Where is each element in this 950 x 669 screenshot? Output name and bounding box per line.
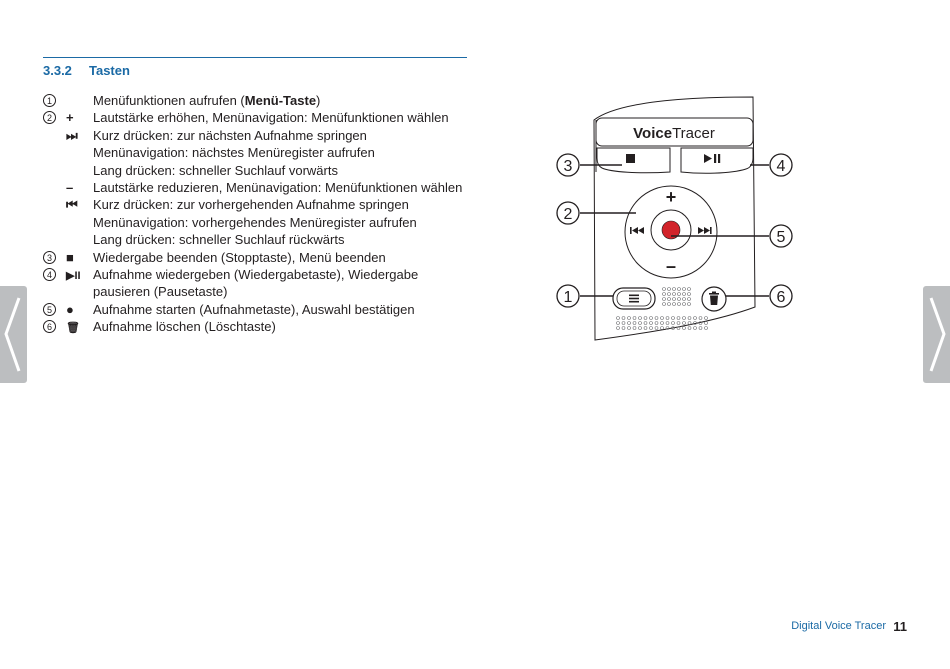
chevron-left-icon — [0, 286, 27, 383]
list-item — [43, 266, 473, 301]
item-text: Aufnahme löschen (Löschtaste) — [93, 319, 276, 335]
callout-marker: 4 — [43, 268, 56, 281]
item-text: Wiedergabe beenden (Stopptaste), Menü beenden — [93, 249, 386, 265]
item-text-bold: Menü-Taste — [244, 93, 317, 108]
svg-text:4: 4 — [776, 158, 786, 175]
callout-5 — [770, 225, 792, 247]
play-pause-button[interactable] — [681, 148, 753, 173]
chevron-right-icon — [923, 286, 950, 383]
svg-text:2: 2 — [563, 206, 573, 223]
list-item — [43, 179, 473, 196]
list-item — [43, 318, 473, 337]
list-item — [43, 127, 473, 179]
section-title: Tasten — [89, 63, 130, 78]
stop-icon — [626, 154, 635, 163]
list-item — [43, 92, 473, 109]
item-text: Lautstärke reduzieren, Menünavigation: Menüfunktionen wählen — [93, 180, 463, 196]
callout-marker: 1 — [43, 94, 56, 107]
list-item — [43, 196, 473, 248]
item-text: Lang drücken: schneller Suchlauf vorwärts — [93, 162, 338, 178]
brand-logo: VoiceTracer — [633, 125, 715, 142]
callout-marker: 3 — [43, 251, 56, 264]
callout-1 — [557, 285, 579, 307]
item-text: Aufnahme starten (Aufnahmetaste), Auswahl bestätigen — [93, 301, 415, 317]
callout-3 — [557, 154, 579, 176]
item-text: Aufnahme wiedergeben (Wiedergabetaste), Wiedergabe pausieren (Pausetaste) — [93, 267, 419, 300]
stop-icon: ■ — [66, 249, 74, 265]
page-number: 11 — [893, 619, 907, 634]
item-text: ) — [316, 93, 321, 108]
minus-icon: – — [66, 180, 74, 196]
item-text: Menüfunktionen aufrufen ( — [93, 93, 245, 108]
item-text: Lautstärke erhöhen, Menünavigation: Menüfunktionen wählen — [93, 110, 449, 126]
item-text: Menünavigation: nächstes Menüregister aufrufen — [93, 145, 375, 161]
record-icon: ● — [66, 301, 74, 317]
callout-marker: 5 — [43, 303, 56, 316]
skip-back-icon: ⏮ — [66, 197, 78, 213]
key-list — [43, 92, 473, 338]
list-item — [43, 301, 473, 318]
callout-4 — [770, 154, 792, 176]
minus-icon: – — [665, 256, 677, 276]
svg-text:1: 1 — [563, 289, 573, 306]
svg-text:6: 6 — [776, 289, 786, 306]
callout-2 — [557, 202, 579, 224]
skip-forward-icon: ⏭ — [66, 127, 78, 143]
item-text: Menünavigation: vorhergehendes Menüregister aufrufen — [93, 214, 417, 230]
plus-icon: + — [66, 110, 74, 126]
footer-title: Digital Voice Tracer — [791, 620, 886, 632]
plus-icon: + — [665, 187, 677, 207]
svg-text:3: 3 — [563, 158, 573, 175]
trash-icon: 🗑 — [66, 322, 80, 335]
section-number: 3.3.2 — [43, 63, 72, 78]
list-item — [43, 109, 473, 126]
previous-page-tab[interactable] — [0, 286, 27, 383]
item-text: Kurz drücken: zur nächsten Aufnahme springen — [93, 127, 367, 143]
section-rule — [43, 57, 467, 58]
item-text: Kurz drücken: zur vorhergehenden Aufnahme springen — [93, 197, 409, 213]
svg-text:5: 5 — [776, 229, 786, 246]
play-pause-icon: ▶II — [66, 270, 81, 283]
list-item — [43, 249, 473, 266]
callout-marker: 2 — [43, 111, 56, 124]
item-text: Lang drücken: schneller Suchlauf rückwärts — [93, 232, 345, 248]
device-illustration — [550, 92, 810, 347]
callout-6 — [770, 285, 792, 307]
callout-marker: 6 — [43, 320, 56, 333]
menu-icon — [629, 295, 639, 303]
next-page-tab[interactable] — [923, 286, 950, 383]
section-heading — [43, 63, 130, 78]
